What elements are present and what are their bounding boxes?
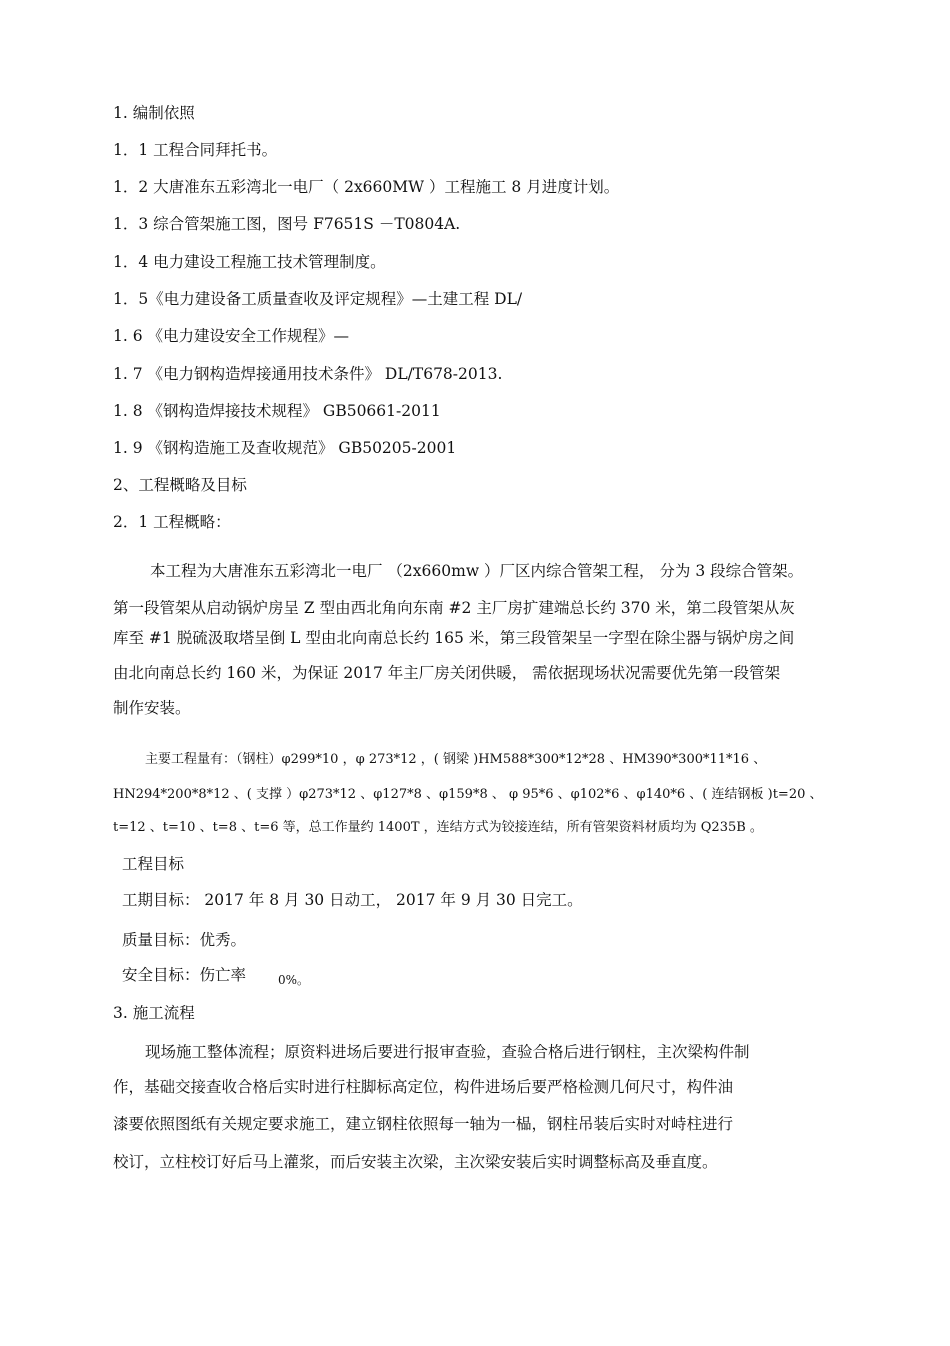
schedule-goal: 工期目标： 2017 年 8 月 30 日动工， 2017 年 9 月 30 日完工。 [122,891,583,909]
overview-paragraph-line-4: 由北向南总长约 160 米，为保证 2017 年主厂房关闭供暖， 需依据现场状况需要优先第一段管架 [113,664,781,682]
overview-paragraph-line-3: 库至 #1 脱硫汲取塔呈倒 L 型由北向南总长约 165 米，第三段管架呈一字型在除尘器与锅炉房之间 [113,629,795,647]
basis-item-6: 1. 6 《电力建设安全工作规程》— [113,327,350,345]
basis-item-4: 1．4 电力建设工程施工技术管理制度。 [113,253,386,271]
basis-item-5: 1．5《电力建设备工质量查收及评定规程》—土建工程 DL/ [113,290,523,308]
quantities-line-1: 主要工程量有：（钢柱）φ299*10 ，φ 273*12 ，( 钢梁 )HM588*300*12*28 、HM390*300*11*16 、 [145,752,767,767]
safety-goal-value: 0%。 [278,973,310,987]
overview-paragraph-line-5: 制作安装。 [113,699,191,717]
section-3-heading: 3. 施工流程 [113,1004,195,1022]
overview-paragraph-line-2: 第一段管架从启动锅炉房呈 Z 型由西北角向东南 #2 主厂房扩建端总长约 370 米，第二段管架从灰 [113,599,795,617]
section-1-heading: 1. 编制依照 [113,104,195,122]
basis-item-8: 1. 8 《钢构造焊接技术规程》 GB50661-2011 [113,402,441,420]
basis-item-2: 1．2 大唐准东五彩湾北一电厂（ 2x660MW ）工程施工 8 月进度计划。 [113,178,620,196]
basis-item-1: 1．1 工程合同拜托书。 [113,141,278,159]
overview-paragraph-line-1: 本工程为大唐准东五彩湾北一电厂 （2x660mw ）厂区内综合管架工程， 分为 3 段综合管架。 [150,562,804,580]
quality-goal: 质量目标：优秀。 [122,931,247,949]
basis-item-3: 1．3 综合管架施工图，图号 F7651S －T0804A. [113,215,461,233]
process-paragraph-line-2: 作，基础交接查收合格后实时进行柱脚标高定位，构件进场后要严格检测几何尺寸，构件油 [113,1078,734,1096]
goals-heading: 工程目标 [122,855,185,873]
section-2-heading: 2、工程概略及目标 [113,476,247,494]
quantities-line-2: HN294*200*8*12 、( 支撑 ）φ273*12 、φ127*8 、φ159*8 、 φ 95*6 、φ102*6 、φ140*6 、( 连结钢板 )t=20 、 [113,787,823,802]
safety-goal-label: 安全目标：伤亡率 [122,966,247,984]
basis-item-7: 1. 7 《电力钢构造焊接通用技术条件》 DL/T678-2013. [113,365,503,383]
quantities-line-3: t=12 、t=10 、t=8 、t=6 等，总工作量约 1400T ，连结方式为铰接连结，所有管架资料材质均为 Q235B 。 [113,820,763,835]
process-paragraph-line-4: 校订，立柱校订好后马上灌浆，而后安装主次梁，主次梁安装后实时调整标高及垂直度。 [113,1153,718,1171]
process-paragraph-line-1: 现场施工整体流程；原资料进场后要进行报审查验，查验合格后进行钢柱，主次梁构件制 [145,1043,750,1061]
overview-subheading: 2．1 工程概略： [113,513,231,531]
process-paragraph-line-3: 漆要依照图纸有关规定要求施工，建立钢柱依照每一轴为一榀，钢柱吊装后实时对峙柱进行 [113,1115,734,1133]
basis-item-9: 1. 9 《钢构造施工及查收规范》 GB50205-2001 [113,439,457,457]
